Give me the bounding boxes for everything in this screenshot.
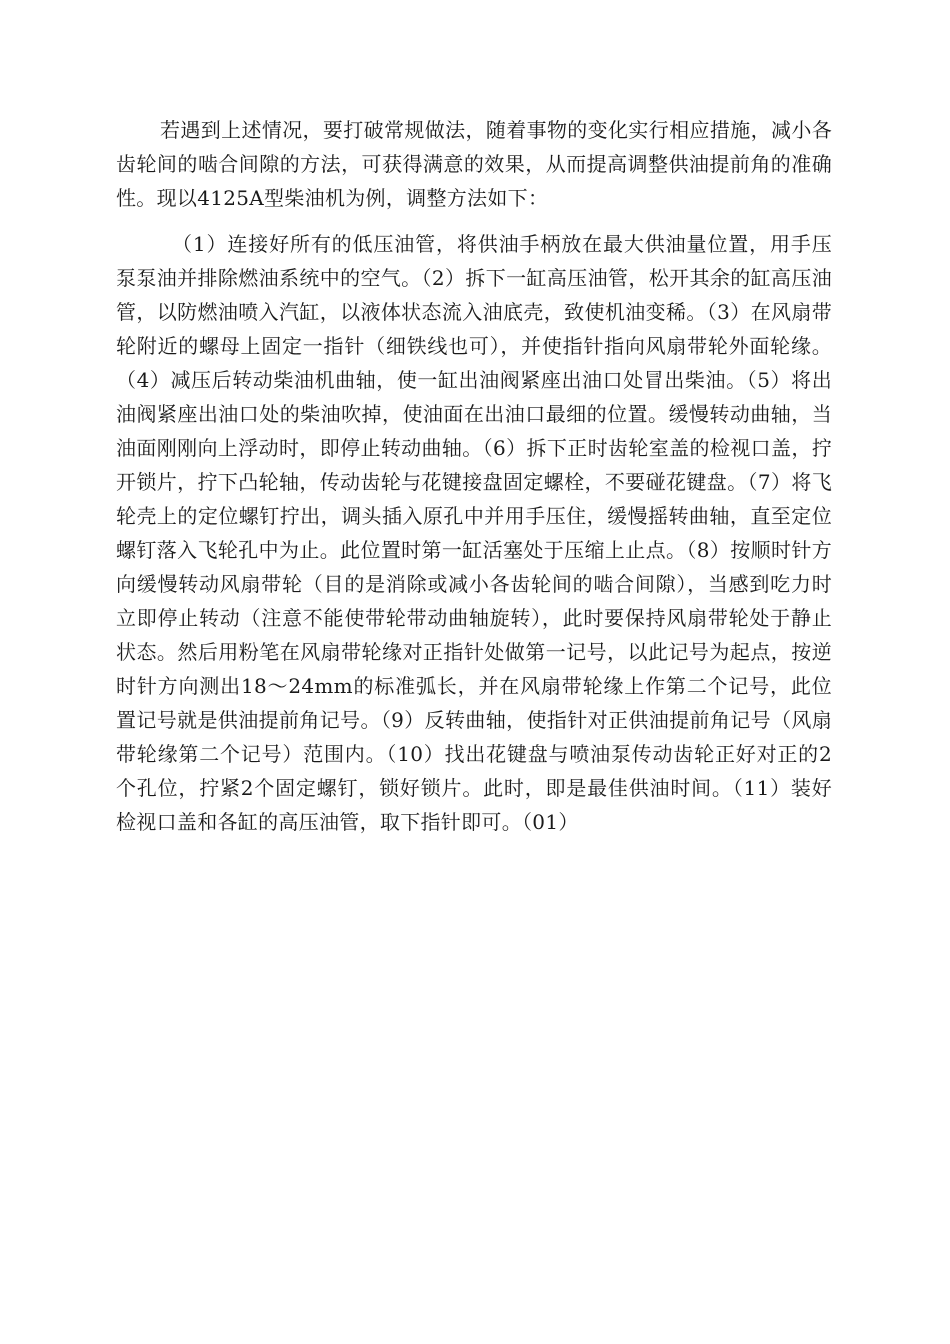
intro-paragraph: 若遇到上述情况，要打破常规做法，随着事物的变化实行相应措施，减小各齿轮间的啮合间隙的方法，可获得满意的效果，从而提高调整供油提前角的准确性。现以4125A型柴油机为例，调整方法如下： [116,118,832,210]
procedure-paragraph: （1）连接好所有的低压油管，将供油手柄放在最大供油量位置，用手压泵泵油并排除燃油系统中的空气。（2）拆下一缸高压油管，松开其余的缸高压油管，以防燃油喷入汽缸，以液体状态流入油底壳，致使机油变稀。（3）在风扇带轮附近的螺母上固定一指针（细铁线也可），并使指针指向风扇带轮外面轮缘。（4）减压后转动柴油机曲轴，使一缸出油阀紧座出油口处冒出柴油。（5）将出油阀紧座出油口处的柴油吹掉，使油面在出油口最细的位置。缓慢转动曲轴，当油面刚刚向上浮动时，即停止转动曲轴。（6）拆下正时齿轮室盖的检视口盖，拧开锁片，拧下凸轮轴，传动齿轮与花键接盘固定螺栓，不要碰花键盘。（7）将飞轮壳上的定位螺钉拧出，调头插入原孔中并用手压住，缓慢摇转曲轴，直至定位螺钉落入飞轮孔中为止。此位置时第一缸活塞处于压缩上止点。（8）按顺时针方向缓慢转动风扇带轮（目的是消除或减小各齿轮间的啮合间隙），当感到吃力时立即停止转动（注意不能使带轮带动曲轴旋转），此时要保持风扇带轮处于静止状态。然后用粉笔在风扇带轮缘对正指针处做第一记号，以此记号为起点，按逆时针方向测出18～24mm的标准弧长，并在风扇带轮缘上作第二个记号，此位置记号就是供油提前角记号。（9）反转曲轴，使指针对正供油提前角记号（风扇带轮缘第二个记号）范围内。（10）找出花键盘与喷油泵传动齿轮正好对正的2个孔位，拧紧2个固定螺钉，锁好锁片。此时，即是最佳供油时间。（11）装好检视口盖和各缸的高压油管，取下指针即可。（01） [116,232,832,834]
document-body [116,113,832,839]
